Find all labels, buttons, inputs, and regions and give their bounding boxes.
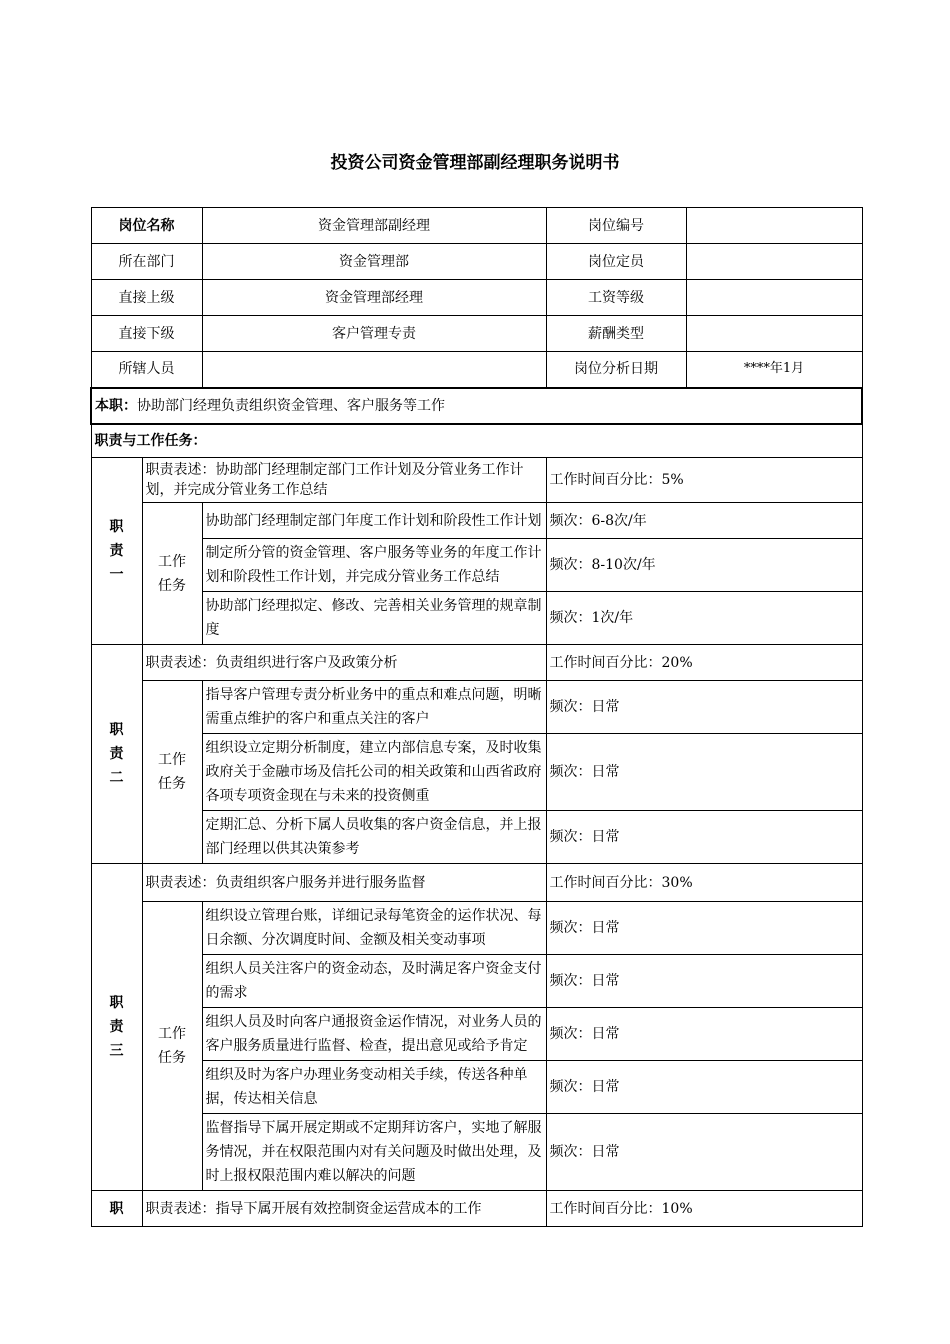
task-row <box>91 1114 862 1191</box>
task-text: 制定所分管的资金管理、客户服务等业务的年度工作计划和阶段性工作计划，并完成分管业务工作总结 <box>202 539 546 592</box>
task-text: 组织设立定期分析制度，建立内部信息专案，及时收集政府关于金融市场及信托公司的相关政策和山西省政府各项专项资金现在与未来的投资侧重 <box>202 734 546 811</box>
duty-label-text: 职 责 一 <box>109 519 124 583</box>
info-label: 所辖人员 <box>91 352 202 388</box>
duty-desc: 职责表述：负责组织客户服务并进行服务监督 <box>142 864 546 902</box>
duty-desc: 职责表述：负责组织进行客户及政策分析 <box>142 645 546 681</box>
task-row <box>91 503 862 539</box>
duties-header-row <box>91 424 862 458</box>
info-row <box>91 244 862 280</box>
duty-label-text: 职 责 三 <box>109 995 124 1059</box>
duty-percent: 工作时间百分比：30% <box>546 864 862 902</box>
task-row <box>91 734 862 811</box>
benzhi-row <box>91 388 862 424</box>
task-row <box>91 955 862 1008</box>
task-frequency: 频次：日常 <box>546 681 862 734</box>
task-label: 工作 任务 <box>142 902 202 1191</box>
info-label: 岗位编号 <box>546 208 686 244</box>
task-text: 协助部门经理制定部门年度工作计划和阶段性工作计划 <box>202 503 546 539</box>
task-frequency: 频次：日常 <box>546 734 862 811</box>
task-text: 组织及时为客户办理业务变动相关手续，传送各种单据，传达相关信息 <box>202 1061 546 1114</box>
task-text: 定期汇总、分析下属人员收集的客户资金信息，并上报部门经理以供其决策参考 <box>202 811 546 864</box>
task-label: 工作 任务 <box>142 681 202 864</box>
info-row <box>91 352 862 388</box>
info-label: 岗位名称 <box>91 208 202 244</box>
duty-percent: 工作时间百分比：10% <box>546 1191 862 1227</box>
duty-label-text: 职 <box>109 1200 124 1217</box>
task-row <box>91 811 862 864</box>
task-row <box>91 681 862 734</box>
info-label: 直接上级 <box>91 280 202 316</box>
duty-desc-row <box>91 1191 862 1227</box>
task-row <box>91 592 862 645</box>
task-row <box>91 539 862 592</box>
duty-desc: 职责表述：协助部门经理制定部门工作计划及分管业务工作计划，并完成分管业务工作总结 <box>142 458 546 503</box>
task-text: 组织人员及时向客户通报资金运作情况，对业务人员的客户服务质量进行监督、检查，提出意见或给予肯定 <box>202 1008 546 1061</box>
info-value: 资金管理部副经理 <box>202 208 546 244</box>
job-description-table <box>90 207 863 1227</box>
task-row <box>91 902 862 955</box>
info-value <box>686 316 862 352</box>
benzhi-label: 本职： <box>95 397 137 414</box>
task-text: 协助部门经理拟定、修改、完善相关业务管理的规章制度 <box>202 592 546 645</box>
info-value: 资金管理部 <box>202 244 546 280</box>
duty-label <box>91 864 142 1191</box>
task-text: 组织设立管理台账，详细记录每笔资金的运作状况、每日余额、分次调度时间、金额及相关变动事项 <box>202 902 546 955</box>
benzhi-cell <box>91 388 862 424</box>
info-value <box>202 352 546 388</box>
duty-desc: 职责表述：指导下属开展有效控制资金运营成本的工作 <box>142 1191 546 1227</box>
task-frequency: 频次：6-8次/年 <box>546 503 862 539</box>
info-value: 客户管理专责 <box>202 316 546 352</box>
duties-header: 职责与工作任务： <box>91 424 862 458</box>
task-frequency: 频次：日常 <box>546 811 862 864</box>
task-frequency: 频次：8-10次/年 <box>546 539 862 592</box>
info-label: 直接下级 <box>91 316 202 352</box>
task-frequency: 频次：日常 <box>546 1008 862 1061</box>
task-frequency: 频次：日常 <box>546 1114 862 1191</box>
info-label: 工资等级 <box>546 280 686 316</box>
task-frequency: 频次：日常 <box>546 902 862 955</box>
duty-label <box>91 645 142 864</box>
info-row <box>91 208 862 244</box>
benzhi-text: 协助部门经理负责组织资金管理、客户服务等工作 <box>137 397 445 414</box>
info-label: 薪酬类型 <box>546 316 686 352</box>
info-row <box>91 316 862 352</box>
info-value <box>686 244 862 280</box>
duty-desc-row <box>91 458 862 503</box>
task-text: 组织人员关注客户的资金动态，及时满足客户资金支付的需求 <box>202 955 546 1008</box>
task-label: 工作 任务 <box>142 503 202 645</box>
document-title: 投资公司资金管理部副经理职务说明书 <box>330 153 620 173</box>
info-label: 岗位分析日期 <box>546 352 686 388</box>
duty-percent: 工作时间百分比：20% <box>546 645 862 681</box>
task-text: 监督指导下属开展定期或不定期拜访客户，实地了解服务情况，并在权限范围内对有关问题及时做出处理，及时上报权限范围内难以解决的问题 <box>202 1114 546 1191</box>
info-value <box>686 208 862 244</box>
info-label: 所在部门 <box>91 244 202 280</box>
info-value: ****年1月 <box>686 352 862 388</box>
duty-percent: 工作时间百分比：5% <box>546 458 862 503</box>
task-frequency: 频次：1次/年 <box>546 592 862 645</box>
info-value <box>686 280 862 316</box>
info-label: 岗位定员 <box>546 244 686 280</box>
task-row <box>91 1061 862 1114</box>
duty-label <box>91 458 142 645</box>
duty-desc-row <box>91 645 862 681</box>
duty-label <box>91 1191 142 1227</box>
duty-desc-row <box>91 864 862 902</box>
task-frequency: 频次：日常 <box>546 955 862 1008</box>
info-value: 资金管理部经理 <box>202 280 546 316</box>
duty-label-text: 职 责 二 <box>109 722 124 786</box>
task-row <box>91 1008 862 1061</box>
task-text: 指导客户管理专责分析业务中的重点和难点问题，明晰需重点维护的客户和重点关注的客户 <box>202 681 546 734</box>
info-row <box>91 280 862 316</box>
task-frequency: 频次：日常 <box>546 1061 862 1114</box>
